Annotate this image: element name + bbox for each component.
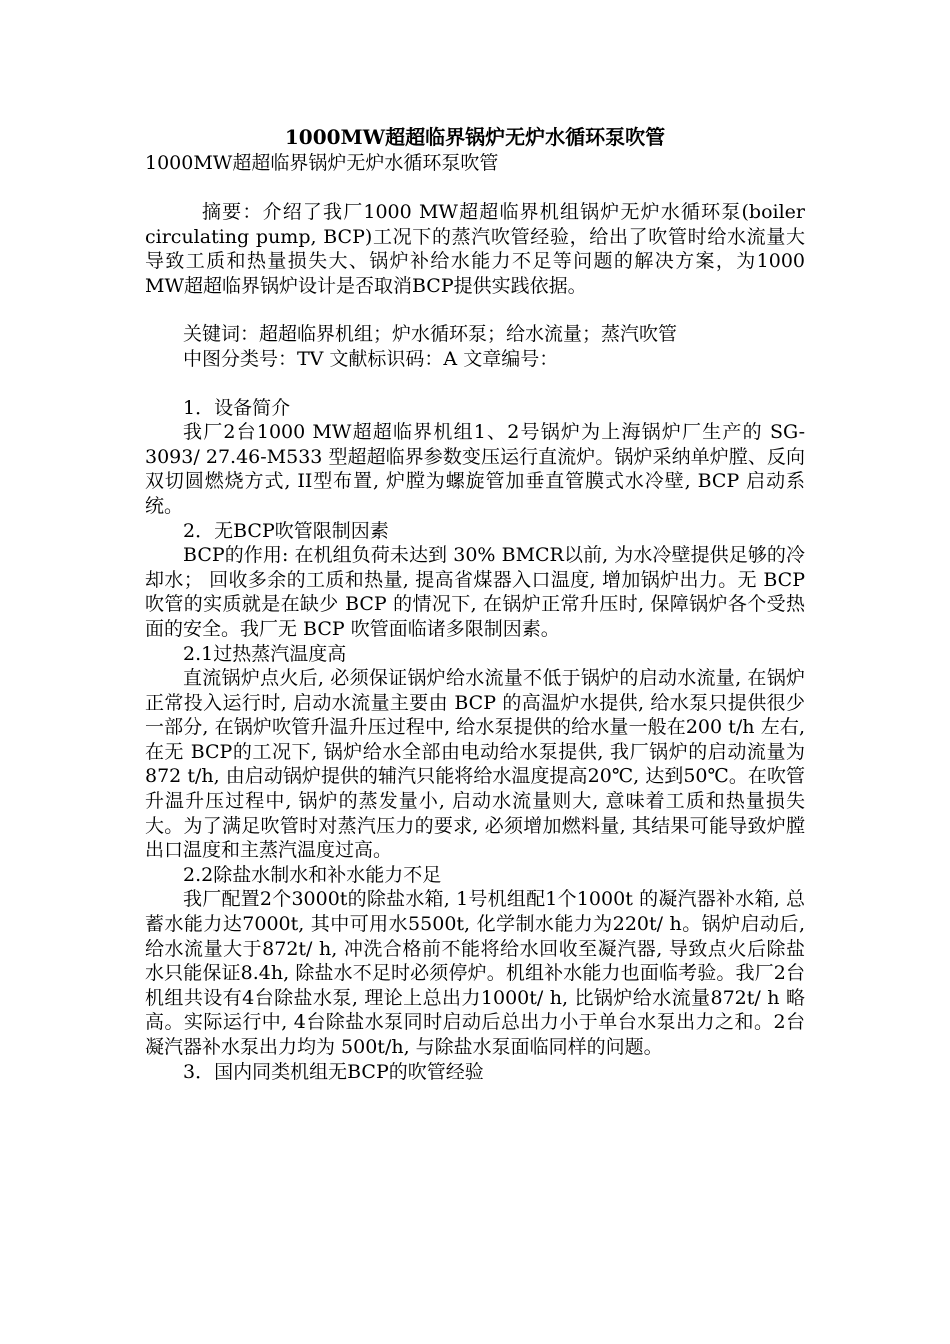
document-title: 1000MW超超临界锅炉无炉水循环泵吹管 bbox=[284, 125, 666, 149]
section-2-1-heading: 2.1过热蒸汽温度高 bbox=[183, 642, 347, 665]
spacer bbox=[145, 298, 805, 322]
abstract-paragraph: 摘要：介绍了我厂1000 MW超超临界机组锅炉无炉水循环泵(boiler circulating pump, BCP)工况下的蒸汽吹管经验，给出了吹管时给水流量大导致工质和热量损失大、锅炉补给水能力不足等问题的解决方案，为1000 MW超超临界锅炉设计是否取消BCP提供实践依据。 bbox=[145, 201, 805, 297]
section-2-1-paragraph: 直流锅炉点火后, 必须保证锅炉给水流量不低于锅炉的启动水流量, 在锅炉正常投入运行时, 启动水流量主要由 BCP 的高温炉水提供, 给水泵只提供很少一部分, 在锅炉吹管升温升压过程中, 给水泵提供的给水量一般在200 t/h 左右, 在无 BCP的工况下, 锅炉给水全部由电动给水泵提供, 我厂锅炉的启动流量为872 t/h, 由启动锅炉提供的辅汽只能将给水温度提高20℃, 达到50℃。在吹管升温升压过程中, 锅炉的蒸发量小, 启动水流量则大, 意味着工质和热量损失大。为了满足吹管时对蒸汽压力的要求, 必须增加燃料量, 其结果可能导致炉膛出口温度和主蒸汽温度过高。 bbox=[145, 667, 805, 862]
section-1-paragraph: 我厂2台1000 MW超超临界机组1、2号锅炉为上海锅炉厂生产的 SG-3093/ 27.46-M533 型超超临界参数变压运行直流炉。锅炉采纳单炉膛、反向双切圆燃烧方式, II型布置, 炉膛为螺旋管加垂直管膜式水冷壁, BCP 启动系统。 bbox=[145, 421, 805, 517]
section-2-paragraph: BCP的作用: 在机组负荷未达到 30% BMCR以前, 为水冷壁提供足够的冷却水； 回收多余的工质和热量, 提高省煤器入口温度, 增加锅炉出力。无 BCP 吹管的实质就是在缺少 BCP 的情况下, 在锅炉正常升压时, 保障锅炉各个受热面的安全。我厂无 BCP 吹管面临诸多限制因素。 bbox=[145, 544, 805, 640]
section-2-2-heading: 2.2除盐水制水和补水能力不足 bbox=[183, 863, 442, 886]
keywords-line: 关键词：超超临界机组；炉水循环泵；给水流量；蒸汽吹管 bbox=[183, 323, 678, 346]
classification-line: 中图分类号：TV 文献标识码：A 文章编号： bbox=[183, 347, 559, 370]
section-3-heading: 3．国内同类机组无BCP的吹管经验 bbox=[183, 1060, 484, 1083]
spacer bbox=[145, 372, 805, 396]
section-2-2-paragraph: 我厂配置2个3000t的除盐水箱, 1号机组配1个1000t 的凝汽器补水箱, 总蓄水能力达7000t, 其中可用水5500t, 化学制水能力为220t/ h。锅炉启动后, 给水流量大于872t/ h, 冲洗合格前不能将给水回收至凝汽器, 导致点火后除盐水只能保证8.4h, 除盐水不足时必须停炉。机组补水能力也面临考验。我厂2台机组共设有4台除盐水泵, 理论上总出力1000t/ h, 比锅炉给水流量872t/ h 略高。实际运行中, 4台除盐水泵同时启动后总出力小于单台水泵出力之和。2台凝汽器补水泵出力均为 500t/h, 与除盐水泵面临同样的问题。 bbox=[145, 888, 805, 1058]
document-body bbox=[145, 200, 805, 1084]
section-2-heading: 2．无BCP吹管限制因素 bbox=[183, 519, 389, 542]
document-subtitle: 1000MW超超临界锅炉无炉水循环泵吹管 bbox=[145, 152, 499, 174]
section-1-heading: 1．设备简介 bbox=[183, 396, 291, 419]
